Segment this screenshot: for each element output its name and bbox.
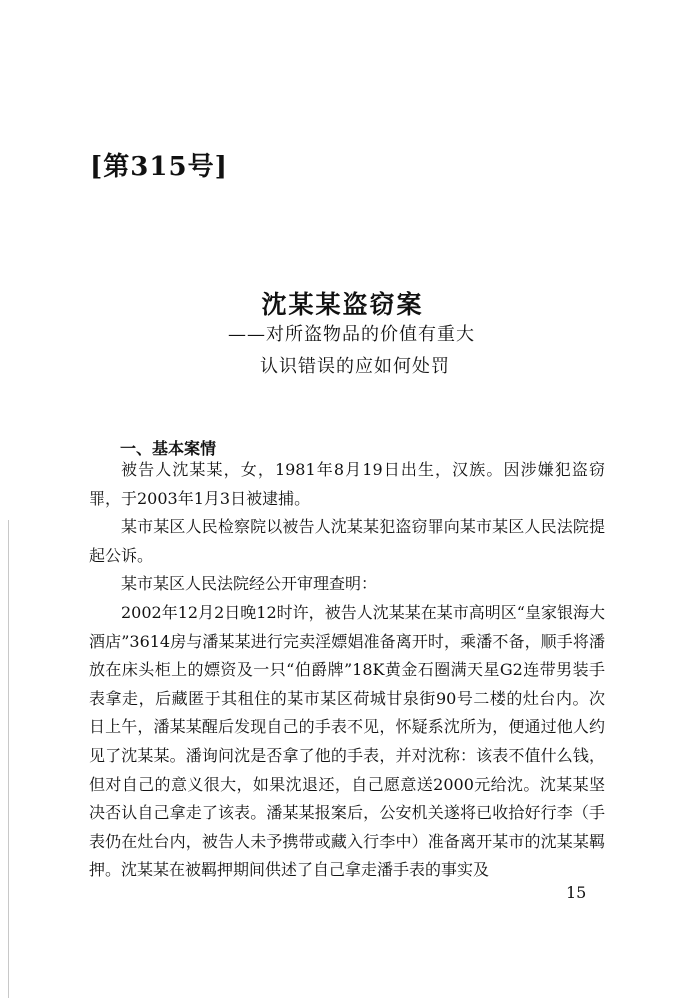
page-edge-line bbox=[8, 520, 9, 998]
page-number: 15 bbox=[566, 883, 587, 902]
paragraph-defendant-info: 被告人沈某某，女，1981年8月19日出生，汉族。因涉嫌犯盗窃罪，于2003年1月3日被逮捕。 bbox=[89, 460, 605, 508]
section-heading: 一、基本案情 bbox=[120, 439, 217, 458]
paragraph-facts: 2002年12月2日晚12时许，被告人沈某某在某市高明区“皇家银海大酒店”3614房与潘某某进行完卖淫嫖娼准备离开时，乘潘不备，顺手将潘放在床头柜上的嫖资及一只“伯爵牌”18K黄金石圈满天星G2连带男装手表拿走，后藏匿于其租住的某市某区荷城甘泉街90号二楼的灶台内。次日上午，潘某某醒后发现自己的手表不见，怀疑系沈所为，便通过他人约见了沈某某。潘询问沈是否拿了他的手表，并对沈称：该表不值什么钱，但对自己的意义很大，如果沈退还，自己愿意送2000元给沈。沈某某坚决否认自己拿走了该表。潘某某报案后，公安机关遂将已收拾好行李（手表仍在灶台内，被告人未予携带或藏入行李中）准备离开某市的沈某某羁押。沈某某在被羁押期间供述了自己拿走潘手表的事实及 bbox=[89, 602, 605, 880]
case-title: 沈某某盗窃案 bbox=[261, 290, 424, 319]
paragraph-prosecution: 某市某区人民检察院以被告人沈某某犯盗窃罪向某市某区人民法院提起公诉。 bbox=[89, 517, 605, 565]
body-text bbox=[89, 456, 605, 885]
subtitle-line-2: 认识错误的应如何处罚 bbox=[260, 356, 450, 377]
case-number: [第315号] bbox=[90, 152, 228, 182]
subtitle-line-1: ——对所盗物品的价值有重大 bbox=[228, 324, 475, 345]
paragraph-court-finding: 某市某区人民法院经公开审理查明： bbox=[121, 574, 378, 594]
